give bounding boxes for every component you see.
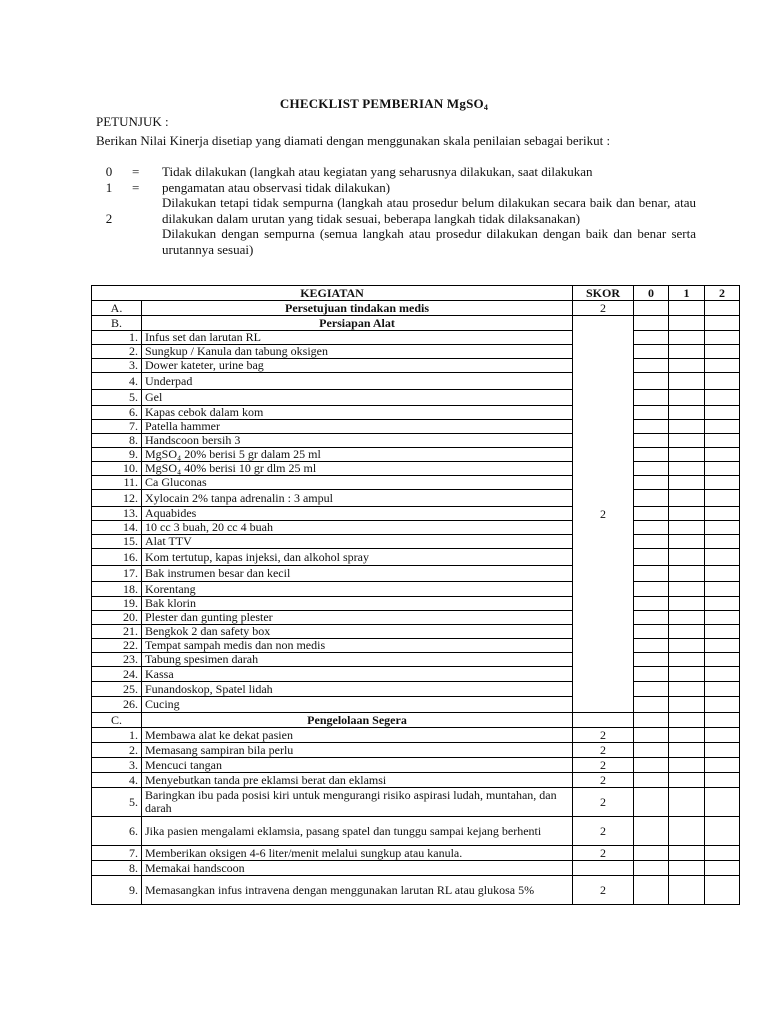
- score-cell-1[interactable]: [669, 582, 705, 597]
- score-cell-1[interactable]: [669, 743, 705, 758]
- item-number: 12.: [92, 490, 142, 507]
- table-row: [92, 521, 740, 535]
- skor-cell: 2: [573, 743, 634, 758]
- table-row: [92, 861, 740, 876]
- score-cell-0[interactable]: [634, 345, 669, 359]
- instruction-text: Berikan Nilai Kinerja disetiap yang diamati dengan menggunakan skala penilaian sebagai berikut :: [96, 133, 611, 148]
- table-row: [92, 359, 740, 373]
- score-cell-1[interactable]: [669, 639, 705, 653]
- scale-row-0: 0 = Tidak dilakukan (langkah atau kegiatan yang seharusnya dilakukan, saat dilakukan: [105, 164, 593, 179]
- score-cell-2[interactable]: [705, 728, 740, 743]
- score-cell-0[interactable]: [634, 639, 669, 653]
- score-cell-0[interactable]: [634, 697, 669, 713]
- score-cell-1[interactable]: [669, 566, 705, 582]
- skor-cell: 2: [573, 758, 634, 773]
- item-number: 8.: [92, 861, 142, 876]
- score-cell-2[interactable]: [705, 682, 740, 697]
- score-cell-1[interactable]: [669, 331, 705, 345]
- table-row: [92, 420, 740, 434]
- item-text: Tabung spesimen darah: [142, 653, 573, 667]
- item-text: Kom tertutup, kapas injeksi, dan alkohol spray: [142, 549, 573, 566]
- skor-cell: 2: [573, 817, 634, 846]
- score-cell-1[interactable]: [669, 490, 705, 507]
- score-cell-2[interactable]: [705, 566, 740, 582]
- table-header-row: [92, 286, 740, 301]
- score-cell-0[interactable]: [634, 507, 669, 521]
- item-text: Infus set dan larutan RL: [142, 331, 573, 345]
- score-cell-0[interactable]: [634, 713, 669, 728]
- item-text: Patella hammer: [142, 420, 573, 434]
- score-cell-2[interactable]: [705, 448, 740, 462]
- item-number: 19.: [92, 597, 142, 611]
- table-row: [92, 611, 740, 625]
- table-row: [92, 582, 740, 597]
- score-cell-0[interactable]: [634, 773, 669, 788]
- table-row: [92, 390, 740, 406]
- score-cell-0[interactable]: [634, 301, 669, 316]
- score-cell-0[interactable]: [634, 373, 669, 390]
- item-text: Kapas cebok dalam kom: [142, 406, 573, 420]
- item-text: Memberikan oksigen 4-6 liter/menit melalui sungkup atau kanula.: [142, 846, 573, 861]
- score-cell-1[interactable]: [669, 345, 705, 359]
- item-text: Handscoon bersih 3: [142, 434, 573, 448]
- table-row: [92, 373, 740, 390]
- item-text: Menyebutkan tanda pre eklamsi berat dan eklamsi: [142, 773, 573, 788]
- table-row: [92, 667, 740, 682]
- score-cell-0[interactable]: [634, 817, 669, 846]
- score-cell-2[interactable]: [705, 434, 740, 448]
- header-1: 1: [669, 286, 705, 301]
- score-cell-2[interactable]: [705, 611, 740, 625]
- score-cell-2[interactable]: [705, 390, 740, 406]
- score-cell-0[interactable]: [634, 743, 669, 758]
- score-cell-1[interactable]: [669, 682, 705, 697]
- item-number: 25.: [92, 682, 142, 697]
- table-row: [92, 682, 740, 697]
- score-cell-1[interactable]: [669, 462, 705, 476]
- skor-cell: 2: [573, 846, 634, 861]
- table-row: [92, 597, 740, 611]
- section-letter: C.: [92, 713, 142, 728]
- item-text: Plester dan gunting plester: [142, 611, 573, 625]
- score-cell-1[interactable]: [669, 448, 705, 462]
- score-cell-0[interactable]: [634, 490, 669, 507]
- item-number: 24.: [92, 667, 142, 682]
- score-cell-1[interactable]: [669, 846, 705, 861]
- score-cell-0[interactable]: [634, 331, 669, 345]
- item-number: 14.: [92, 521, 142, 535]
- table-row: [92, 773, 740, 788]
- score-cell-0[interactable]: [634, 390, 669, 406]
- score-cell-1[interactable]: [669, 697, 705, 713]
- score-cell-1[interactable]: [669, 625, 705, 639]
- score-cell-2[interactable]: [705, 597, 740, 611]
- score-cell-2[interactable]: [705, 639, 740, 653]
- table-row: [92, 743, 740, 758]
- score-cell-1[interactable]: [669, 788, 705, 817]
- score-cell-0[interactable]: [634, 434, 669, 448]
- table-row: [92, 535, 740, 549]
- score-cell-1[interactable]: [669, 876, 705, 905]
- table-row: [92, 817, 740, 846]
- item-text: Baringkan ibu pada posisi kiri untuk mengurangi risiko aspirasi ludah, muntahan, dan darah: [142, 788, 573, 817]
- item-number: 3.: [92, 359, 142, 373]
- score-cell-2[interactable]: [705, 743, 740, 758]
- score-cell-1[interactable]: [669, 373, 705, 390]
- score-cell-1[interactable]: [669, 406, 705, 420]
- skor-cell: [573, 713, 634, 728]
- item-number: 4.: [92, 373, 142, 390]
- score-cell-0[interactable]: [634, 535, 669, 549]
- item-text: Mencuci tangan: [142, 758, 573, 773]
- item-number: 17.: [92, 566, 142, 582]
- scale-row-2: 2 Dilakukan tetapi tidak sempurna (langkah atau prosedur belum dilakukan secara baik dan benar, atau dilakukan dalam urutan yang tidak sesuai, beberapa langkah tidak dilaksanakan): [105, 195, 696, 226]
- item-number: 9.: [92, 448, 142, 462]
- rating-scale: [96, 164, 696, 257]
- item-number: 21.: [92, 625, 142, 639]
- header-skor: SKOR: [573, 286, 634, 301]
- item-text: Memakai handscoon: [142, 861, 573, 876]
- section-a-row: A. Persetujuan tindakan medis 2: [92, 301, 740, 316]
- score-cell-0[interactable]: [634, 406, 669, 420]
- item-text: Xylocain 2% tanpa adrenalin : 3 ampul: [142, 490, 573, 507]
- table-row: [92, 728, 740, 743]
- table-row: [92, 758, 740, 773]
- table-row: [92, 653, 740, 667]
- item-number: 15.: [92, 535, 142, 549]
- score-cell-2[interactable]: [705, 476, 740, 490]
- table-row: [92, 876, 740, 905]
- score-cell-0[interactable]: [634, 611, 669, 625]
- score-cell-0[interactable]: [634, 521, 669, 535]
- section-b-skor: 2: [573, 316, 634, 713]
- item-number: 23.: [92, 653, 142, 667]
- score-cell-0[interactable]: [634, 625, 669, 639]
- item-number: 18.: [92, 582, 142, 597]
- score-cell-1[interactable]: [669, 476, 705, 490]
- item-number: 6.: [92, 406, 142, 420]
- item-number: 7.: [92, 420, 142, 434]
- score-cell-1[interactable]: [669, 420, 705, 434]
- score-cell-0[interactable]: [634, 846, 669, 861]
- score-cell-2[interactable]: [705, 653, 740, 667]
- table-row: [92, 345, 740, 359]
- item-text: Aquabides: [142, 507, 573, 521]
- skor-cell: 2: [573, 876, 634, 905]
- section-b-row: B. Persiapan Alat 2: [92, 316, 740, 331]
- item-number: 22.: [92, 639, 142, 653]
- table-row: [92, 476, 740, 490]
- petunjuk-label: PETUNJUK :: [96, 114, 169, 129]
- score-cell-0[interactable]: [634, 597, 669, 611]
- score-cell-1[interactable]: [669, 521, 705, 535]
- item-number: 11.: [92, 476, 142, 490]
- table-row: [92, 846, 740, 861]
- item-text: 10 cc 3 buah, 20 cc 4 buah: [142, 521, 573, 535]
- score-cell-2[interactable]: [705, 316, 740, 331]
- score-cell-1[interactable]: [669, 434, 705, 448]
- item-text: Alat TTV: [142, 535, 573, 549]
- item-number: 2.: [92, 345, 142, 359]
- table-row: [92, 625, 740, 639]
- item-number: 4.: [92, 773, 142, 788]
- header-0: 0: [634, 286, 669, 301]
- score-cell-1[interactable]: [669, 390, 705, 406]
- skor-cell: 2: [573, 728, 634, 743]
- item-number: 5.: [92, 788, 142, 817]
- section-title: Pengelolaan Segera: [142, 713, 573, 728]
- table-row: [92, 697, 740, 713]
- score-cell-0[interactable]: [634, 448, 669, 462]
- score-cell-0[interactable]: [634, 788, 669, 817]
- score-cell-1[interactable]: [669, 535, 705, 549]
- score-cell-2[interactable]: [705, 462, 740, 476]
- item-text: Memasangkan infus intravena dengan menggunakan larutan RL atau glukosa 5%: [142, 876, 573, 905]
- item-number: 20.: [92, 611, 142, 625]
- table-row: [92, 434, 740, 448]
- score-cell-2[interactable]: [705, 490, 740, 507]
- score-cell-0[interactable]: [634, 728, 669, 743]
- score-cell-1[interactable]: [669, 758, 705, 773]
- item-text: Gel: [142, 390, 573, 406]
- item-number: 9.: [92, 876, 142, 905]
- score-cell-2[interactable]: [705, 713, 740, 728]
- score-cell-2[interactable]: [705, 582, 740, 597]
- item-text: Memasang sampiran bila perlu: [142, 743, 573, 758]
- score-cell-1[interactable]: [669, 653, 705, 667]
- item-number: 7.: [92, 846, 142, 861]
- item-text: MgSO₄ 20% berisi 5 gr dalam 25 ml: [142, 448, 573, 462]
- item-text: Bak klorin: [142, 597, 573, 611]
- item-text: Korentang: [142, 582, 573, 597]
- score-cell-2[interactable]: [705, 359, 740, 373]
- item-text: Jika pasien mengalami eklamsia, pasang spatel dan tunggu sampai kejang berhenti: [142, 817, 573, 846]
- section-c-row: [92, 713, 740, 728]
- item-number: 1.: [92, 331, 142, 345]
- table-row: [92, 462, 740, 476]
- score-cell-1[interactable]: [669, 728, 705, 743]
- score-cell-2[interactable]: [705, 758, 740, 773]
- score-cell-2[interactable]: [705, 507, 740, 521]
- score-cell-2[interactable]: [705, 420, 740, 434]
- score-cell-2[interactable]: [705, 773, 740, 788]
- score-cell-0[interactable]: [634, 682, 669, 697]
- score-cell-1[interactable]: [669, 597, 705, 611]
- item-text: Dower kateter, urine bag: [142, 359, 573, 373]
- item-number: 16.: [92, 549, 142, 566]
- item-text: Underpad: [142, 373, 573, 390]
- score-cell-0[interactable]: [634, 653, 669, 667]
- score-cell-0[interactable]: [634, 861, 669, 876]
- score-cell-1[interactable]: [669, 301, 705, 316]
- score-cell-2[interactable]: [705, 625, 740, 639]
- score-cell-0[interactable]: [634, 462, 669, 476]
- item-text: Bengkok 2 dan safety box: [142, 625, 573, 639]
- score-cell-0[interactable]: [634, 316, 669, 331]
- item-text: MgSO₄ 40% berisi 10 gr dlm 25 ml: [142, 462, 573, 476]
- score-cell-2[interactable]: [705, 697, 740, 713]
- score-cell-0[interactable]: [634, 667, 669, 682]
- item-number: 5.: [92, 390, 142, 406]
- item-number: 13.: [92, 507, 142, 521]
- score-cell-2[interactable]: [705, 301, 740, 316]
- score-cell-1[interactable]: [669, 667, 705, 682]
- score-cell-2[interactable]: [705, 861, 740, 876]
- score-cell-0[interactable]: [634, 476, 669, 490]
- score-cell-0[interactable]: [634, 582, 669, 597]
- table-row: [92, 406, 740, 420]
- score-cell-2[interactable]: [705, 788, 740, 817]
- document-title: CHECKLIST PEMBERIAN MgSO$_4$: [279, 96, 489, 112]
- table-row: [92, 639, 740, 653]
- score-cell-2[interactable]: [705, 521, 740, 535]
- item-number: 2.: [92, 743, 142, 758]
- skor-cell: 2: [573, 788, 634, 817]
- score-cell-1[interactable]: [669, 359, 705, 373]
- item-text: Bak instrumen besar dan kecil: [142, 566, 573, 582]
- score-cell-1[interactable]: [669, 611, 705, 625]
- item-number: 3.: [92, 758, 142, 773]
- score-cell-1[interactable]: [669, 316, 705, 331]
- score-cell-0[interactable]: [634, 359, 669, 373]
- score-cell-0[interactable]: [634, 758, 669, 773]
- score-cell-2[interactable]: [705, 331, 740, 345]
- header-2: 2: [705, 286, 740, 301]
- table-row: [92, 490, 740, 507]
- table-row: [92, 331, 740, 345]
- score-cell-2[interactable]: [705, 667, 740, 682]
- item-text: Ca Gluconas: [142, 476, 573, 490]
- item-number: 6.: [92, 817, 142, 846]
- score-cell-2[interactable]: [705, 345, 740, 359]
- item-number: 10.: [92, 462, 142, 476]
- score-cell-1[interactable]: [669, 507, 705, 521]
- score-cell-1[interactable]: [669, 549, 705, 566]
- item-number: 8.: [92, 434, 142, 448]
- item-text: Sungkup / Kanula dan tabung oksigen: [142, 345, 573, 359]
- table-row: [92, 448, 740, 462]
- score-cell-0[interactable]: [634, 566, 669, 582]
- score-cell-2[interactable]: [705, 406, 740, 420]
- score-cell-0[interactable]: [634, 549, 669, 566]
- item-text: Funandoskop, Spatel lidah: [142, 682, 573, 697]
- item-text: Membawa alat ke dekat pasien: [142, 728, 573, 743]
- header-kegiatan: KEGIATAN: [92, 286, 573, 301]
- item-number: 1.: [92, 728, 142, 743]
- score-cell-1[interactable]: [669, 861, 705, 876]
- score-cell-2[interactable]: [705, 549, 740, 566]
- score-cell-2[interactable]: [705, 876, 740, 905]
- table-row: [92, 549, 740, 566]
- scale-row-1: 1 = pengamatan atau observasi tidak dilakukan): [105, 179, 391, 195]
- table-row: [92, 507, 740, 521]
- table-row: [92, 566, 740, 582]
- checklist-table: [91, 285, 740, 905]
- item-text: Tempat sampah medis dan non medis: [142, 639, 573, 653]
- score-cell-2[interactable]: [705, 535, 740, 549]
- item-text: Cucing: [142, 697, 573, 713]
- score-cell-1[interactable]: [669, 773, 705, 788]
- skor-cell: 2: [573, 773, 634, 788]
- score-cell-2[interactable]: [705, 373, 740, 390]
- item-number: 26.: [92, 697, 142, 713]
- table-row: [92, 788, 740, 817]
- score-cell-2[interactable]: [705, 817, 740, 846]
- score-cell-2[interactable]: [705, 846, 740, 861]
- scale-row-3: Dilakukan dengan sempurna (semua langkah atau prosedur dilakukan dengan baik dan benar serta urutannya sesuai): [162, 226, 696, 257]
- score-cell-0[interactable]: [634, 876, 669, 905]
- score-cell-1[interactable]: [669, 713, 705, 728]
- skor-cell: [573, 861, 634, 876]
- score-cell-1[interactable]: [669, 817, 705, 846]
- item-text: Kassa: [142, 667, 573, 682]
- score-cell-0[interactable]: [634, 420, 669, 434]
